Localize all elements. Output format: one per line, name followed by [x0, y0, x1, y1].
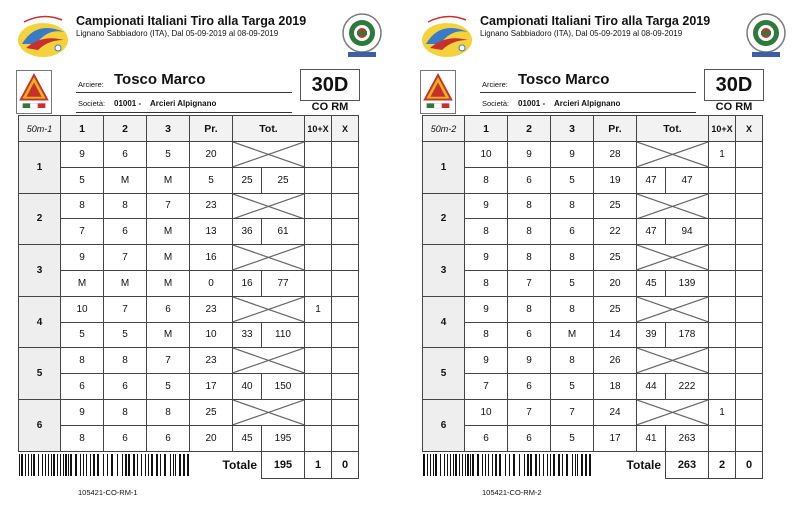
- arrow-score: 6: [61, 374, 104, 400]
- end-x: [332, 399, 359, 425]
- crossed-cell: [637, 245, 709, 271]
- empty-cell: [709, 167, 736, 193]
- crossed-cell: [233, 142, 305, 168]
- end-x: [736, 348, 763, 374]
- end-row-first: [423, 193, 763, 219]
- crossed-cell: [233, 245, 305, 271]
- crossed-cell: [233, 193, 305, 219]
- arrow-score: 6: [508, 374, 551, 400]
- end-row-second: [19, 219, 359, 245]
- partial-score: 25: [594, 245, 637, 271]
- partial-score: 14: [594, 322, 637, 348]
- end-tenx: [709, 245, 736, 271]
- crossed-cell: [637, 142, 709, 168]
- empty-cell: [305, 374, 332, 400]
- barcode-icon: [19, 454, 190, 476]
- arrow-score: M: [147, 245, 190, 271]
- arrow-score: 8: [61, 348, 104, 374]
- scorecard: [418, 8, 800, 508]
- empty-cell: [709, 270, 736, 296]
- running-total: 195: [262, 425, 305, 451]
- end-x: [736, 296, 763, 322]
- club-name: Arcieri Alpignano: [150, 99, 217, 108]
- arrow-score: 9: [61, 142, 104, 168]
- arrow-score: M: [147, 167, 190, 193]
- end-row-second: [423, 322, 763, 348]
- arrow-score: 8: [551, 193, 594, 219]
- arrow-3-header: 3: [147, 116, 190, 142]
- score-table: [422, 115, 763, 479]
- arrow-score: 9: [465, 245, 508, 271]
- end-total: 33: [233, 322, 262, 348]
- partial-score: 5: [190, 167, 233, 193]
- end-row-first: [423, 245, 763, 271]
- tenx-header: 10+X: [709, 116, 736, 142]
- arrow-score: 8: [508, 296, 551, 322]
- event-subtitle: Lignano Sabbiadoro (ITA), Dal 05-09-2019 al 08-09-2019: [76, 29, 279, 38]
- empty-cell: [305, 270, 332, 296]
- empty-cell: [305, 425, 332, 451]
- empty-cell: [709, 374, 736, 400]
- total-tenx: 2: [709, 451, 736, 479]
- club-name: Arcieri Alpignano: [554, 99, 621, 108]
- end-tenx: 1: [305, 296, 332, 322]
- end-number: 5: [423, 348, 465, 400]
- end-total: 44: [637, 374, 666, 400]
- club-code: 01001 -: [114, 99, 142, 108]
- end-row-first: [423, 348, 763, 374]
- arrow-score: 6: [147, 296, 190, 322]
- x-header: X: [736, 116, 763, 142]
- arrow-score: 8: [508, 193, 551, 219]
- running-total: 178: [666, 322, 709, 348]
- empty-cell: [332, 374, 359, 400]
- running-total: 61: [262, 219, 305, 245]
- end-x: [332, 245, 359, 271]
- championship-logo-icon: [418, 10, 476, 60]
- end-tenx: [305, 399, 332, 425]
- championship-logo-icon: [14, 10, 72, 60]
- arrow-score: 9: [551, 142, 594, 168]
- archer-label: Arciere:: [482, 80, 508, 89]
- partial-score: 20: [594, 270, 637, 296]
- partial-score: 23: [190, 348, 233, 374]
- grand-total: 195: [262, 451, 305, 479]
- distance-header: 50m-2: [423, 116, 465, 142]
- arrow-score: M: [147, 270, 190, 296]
- end-number: 6: [19, 399, 61, 451]
- running-total: 25: [262, 167, 305, 193]
- barcode: [423, 451, 594, 479]
- end-total: 47: [637, 219, 666, 245]
- x-header: X: [332, 116, 359, 142]
- arrow-score: 8: [61, 193, 104, 219]
- end-x: [736, 193, 763, 219]
- category-label: CO RM: [311, 101, 349, 113]
- end-row-second: [423, 167, 763, 193]
- arrow-score: 5: [551, 167, 594, 193]
- event-subtitle: Lignano Sabbiadoro (ITA), Dal 05-09-2019 al 08-09-2019: [480, 29, 683, 38]
- end-total: 40: [233, 374, 262, 400]
- crossed-cell: [637, 296, 709, 322]
- empty-cell: [709, 425, 736, 451]
- end-tenx: [305, 245, 332, 271]
- end-x: [332, 296, 359, 322]
- total-tenx: 1: [305, 451, 332, 479]
- header-row: [423, 116, 763, 142]
- header-row: [19, 116, 359, 142]
- arrow-score: 10: [465, 142, 508, 168]
- running-total: 222: [666, 374, 709, 400]
- arrow-1-header: 1: [61, 116, 104, 142]
- end-tenx: [305, 142, 332, 168]
- partial-header: Pr.: [594, 116, 637, 142]
- arrow-score: 5: [61, 322, 104, 348]
- arrow-score: 7: [465, 374, 508, 400]
- end-row-first: [19, 348, 359, 374]
- arrow-score: 8: [465, 219, 508, 245]
- arrow-score: 8: [465, 167, 508, 193]
- end-total: 45: [637, 270, 666, 296]
- running-total: 47: [666, 167, 709, 193]
- total-x: 0: [736, 451, 763, 479]
- end-row-first: [423, 296, 763, 322]
- partial-score: 20: [190, 142, 233, 168]
- category-label: CO RM: [715, 101, 753, 113]
- partial-score: 25: [594, 193, 637, 219]
- barcode-text: 105421-CO-RM-2: [482, 488, 542, 497]
- archer-label: Arciere:: [78, 80, 104, 89]
- grand-total: 263: [666, 451, 709, 479]
- end-row-first: [423, 142, 763, 168]
- partial-header: Pr.: [190, 116, 233, 142]
- end-row-second: [19, 374, 359, 400]
- archer-name: Tosco Marco: [518, 71, 610, 88]
- empty-cell: [332, 167, 359, 193]
- end-total: 39: [637, 322, 666, 348]
- end-number: 6: [423, 399, 465, 451]
- arrow-score: 6: [508, 322, 551, 348]
- total-header: Tot.: [233, 116, 305, 142]
- arrow-3-header: 3: [551, 116, 594, 142]
- partial-score: 16: [190, 245, 233, 271]
- end-tenx: [709, 348, 736, 374]
- running-total: 263: [666, 425, 709, 451]
- arrow-score: 7: [104, 245, 147, 271]
- arrow-score: 7: [551, 399, 594, 425]
- end-total: 16: [233, 270, 262, 296]
- distance-header: 50m-1: [19, 116, 61, 142]
- running-total: 94: [666, 219, 709, 245]
- arrow-score: 10: [61, 296, 104, 322]
- arrow-score: M: [147, 322, 190, 348]
- arrow-score: 6: [104, 142, 147, 168]
- end-number: 3: [423, 245, 465, 297]
- arrow-score: M: [61, 270, 104, 296]
- club-logo-icon: [16, 70, 52, 114]
- running-total: 150: [262, 374, 305, 400]
- empty-cell: [332, 425, 359, 451]
- event-title: Campionati Italiani Tiro alla Targa 2019: [76, 14, 307, 28]
- running-total: 139: [666, 270, 709, 296]
- partial-score: 25: [190, 399, 233, 425]
- running-total: 110: [262, 322, 305, 348]
- crossed-cell: [233, 399, 305, 425]
- arrow-score: M: [551, 322, 594, 348]
- arrow-score: 5: [551, 374, 594, 400]
- arrow-score: 8: [465, 322, 508, 348]
- arrow-score: 8: [61, 425, 104, 451]
- arrow-score: 8: [104, 348, 147, 374]
- divider: [76, 112, 292, 113]
- end-number: 3: [19, 245, 61, 297]
- arrow-score: 5: [551, 270, 594, 296]
- crossed-cell: [637, 348, 709, 374]
- totals-row: [19, 451, 359, 479]
- arrow-score: 9: [508, 348, 551, 374]
- partial-score: 13: [190, 219, 233, 245]
- target-assignment: 30D: [704, 69, 764, 101]
- divider: [480, 92, 696, 93]
- total-label: Totale: [626, 458, 661, 473]
- empty-cell: [332, 270, 359, 296]
- empty-cell: [332, 322, 359, 348]
- end-number: 4: [19, 296, 61, 348]
- end-x: [332, 193, 359, 219]
- arrow-2-header: 2: [104, 116, 147, 142]
- end-total: 41: [637, 425, 666, 451]
- arrow-score: 9: [61, 245, 104, 271]
- arrow-score: 8: [104, 193, 147, 219]
- arrow-score: 9: [508, 142, 551, 168]
- totals-row: [423, 451, 763, 479]
- partial-score: 20: [190, 425, 233, 451]
- arrow-score: 9: [465, 193, 508, 219]
- arrow-score: 6: [508, 167, 551, 193]
- arrow-score: 5: [147, 142, 190, 168]
- arrow-score: 6: [508, 425, 551, 451]
- arrow-score: 5: [61, 167, 104, 193]
- arrow-1-header: 1: [465, 116, 508, 142]
- arrow-score: M: [147, 219, 190, 245]
- archer-name: Tosco Marco: [114, 71, 206, 88]
- end-x: [332, 348, 359, 374]
- partial-score: 24: [594, 399, 637, 425]
- arrow-score: 8: [465, 270, 508, 296]
- end-row-second: [423, 219, 763, 245]
- barcode-text: 105421-CO-RM-1: [78, 488, 138, 497]
- end-tenx: [305, 348, 332, 374]
- empty-cell: [736, 425, 763, 451]
- fitarco-logo-icon: [340, 12, 384, 60]
- partial-score: 18: [594, 374, 637, 400]
- tenx-header: 10+X: [305, 116, 332, 142]
- club-code: 01001 -: [518, 99, 546, 108]
- arrow-score: 8: [551, 348, 594, 374]
- end-tenx: 1: [709, 142, 736, 168]
- arrow-score: 8: [551, 245, 594, 271]
- arrow-score: 8: [104, 399, 147, 425]
- arrow-score: 7: [61, 219, 104, 245]
- end-tenx: [709, 193, 736, 219]
- partial-score: 28: [594, 142, 637, 168]
- end-total: 25: [233, 167, 262, 193]
- divider: [76, 92, 292, 93]
- arrow-score: 6: [551, 219, 594, 245]
- partial-score: 25: [594, 296, 637, 322]
- end-number: 5: [19, 348, 61, 400]
- end-row-second: [19, 425, 359, 451]
- barcode-icon: [423, 454, 594, 476]
- end-total: 36: [233, 219, 262, 245]
- arrow-score: 7: [508, 270, 551, 296]
- end-total: 45: [233, 425, 262, 451]
- club-label: Società:: [482, 99, 510, 108]
- event-title: Campionati Italiani Tiro alla Targa 2019: [480, 14, 711, 28]
- arrow-score: 6: [104, 374, 147, 400]
- scorecard: [14, 8, 396, 508]
- arrow-score: 5: [551, 425, 594, 451]
- arrow-score: 7: [147, 348, 190, 374]
- partial-score: 26: [594, 348, 637, 374]
- end-number: 4: [423, 296, 465, 348]
- empty-cell: [736, 167, 763, 193]
- arrow-score: 6: [465, 425, 508, 451]
- end-x: [332, 142, 359, 168]
- empty-cell: [332, 219, 359, 245]
- partial-score: 17: [190, 374, 233, 400]
- end-x: [736, 142, 763, 168]
- end-total: 47: [637, 167, 666, 193]
- end-tenx: [709, 296, 736, 322]
- empty-cell: [305, 322, 332, 348]
- arrow-2-header: 2: [508, 116, 551, 142]
- total-label: Totale: [222, 458, 257, 473]
- arrow-score: 8: [508, 219, 551, 245]
- crossed-cell: [233, 296, 305, 322]
- arrow-score: 6: [147, 425, 190, 451]
- partial-score: 23: [190, 296, 233, 322]
- running-total: 77: [262, 270, 305, 296]
- crossed-cell: [637, 399, 709, 425]
- end-x: [736, 245, 763, 271]
- end-row-first: [423, 399, 763, 425]
- end-number: 2: [19, 193, 61, 245]
- empty-cell: [736, 270, 763, 296]
- end-number: 2: [423, 193, 465, 245]
- partial-score: 19: [594, 167, 637, 193]
- end-row-second: [19, 270, 359, 296]
- end-row-second: [423, 270, 763, 296]
- partial-score: 22: [594, 219, 637, 245]
- end-row-first: [19, 142, 359, 168]
- arrow-score: 9: [61, 399, 104, 425]
- total-x: 0: [332, 451, 359, 479]
- empty-cell: [736, 219, 763, 245]
- arrow-score: 7: [147, 193, 190, 219]
- divider: [480, 112, 696, 113]
- empty-cell: [305, 167, 332, 193]
- partial-score: 0: [190, 270, 233, 296]
- arrow-score: 10: [465, 399, 508, 425]
- end-row-first: [19, 245, 359, 271]
- arrow-score: 5: [147, 374, 190, 400]
- end-tenx: 1: [709, 399, 736, 425]
- arrow-score: 8: [147, 399, 190, 425]
- end-x: [736, 399, 763, 425]
- arrow-score: 8: [551, 296, 594, 322]
- arrow-score: 7: [104, 296, 147, 322]
- arrow-score: 6: [104, 219, 147, 245]
- partial-score: 23: [190, 193, 233, 219]
- empty-cell: [709, 322, 736, 348]
- arrow-score: 6: [104, 425, 147, 451]
- end-row-first: [19, 193, 359, 219]
- empty-cell: [736, 322, 763, 348]
- arrow-score: M: [104, 270, 147, 296]
- end-row-second: [423, 374, 763, 400]
- end-row-first: [19, 399, 359, 425]
- end-row-second: [423, 425, 763, 451]
- total-header: Tot.: [637, 116, 709, 142]
- arrow-score: 9: [465, 348, 508, 374]
- crossed-cell: [637, 193, 709, 219]
- end-number: 1: [19, 142, 61, 194]
- score-table: [18, 115, 359, 479]
- arrow-score: 7: [508, 399, 551, 425]
- partial-score: 10: [190, 322, 233, 348]
- fitarco-logo-icon: [744, 12, 788, 60]
- end-tenx: [305, 193, 332, 219]
- end-number: 1: [423, 142, 465, 194]
- empty-cell: [709, 219, 736, 245]
- arrow-score: 8: [508, 245, 551, 271]
- end-row-first: [19, 296, 359, 322]
- arrow-score: M: [104, 167, 147, 193]
- barcode: [19, 451, 190, 479]
- club-label: Società:: [78, 99, 106, 108]
- target-assignment: 30D: [300, 69, 360, 101]
- crossed-cell: [233, 348, 305, 374]
- arrow-score: 9: [465, 296, 508, 322]
- partial-score: 17: [594, 425, 637, 451]
- end-row-second: [19, 322, 359, 348]
- empty-cell: [736, 374, 763, 400]
- club-logo-icon: [420, 70, 456, 114]
- arrow-score: 5: [104, 322, 147, 348]
- end-row-second: [19, 167, 359, 193]
- empty-cell: [305, 219, 332, 245]
